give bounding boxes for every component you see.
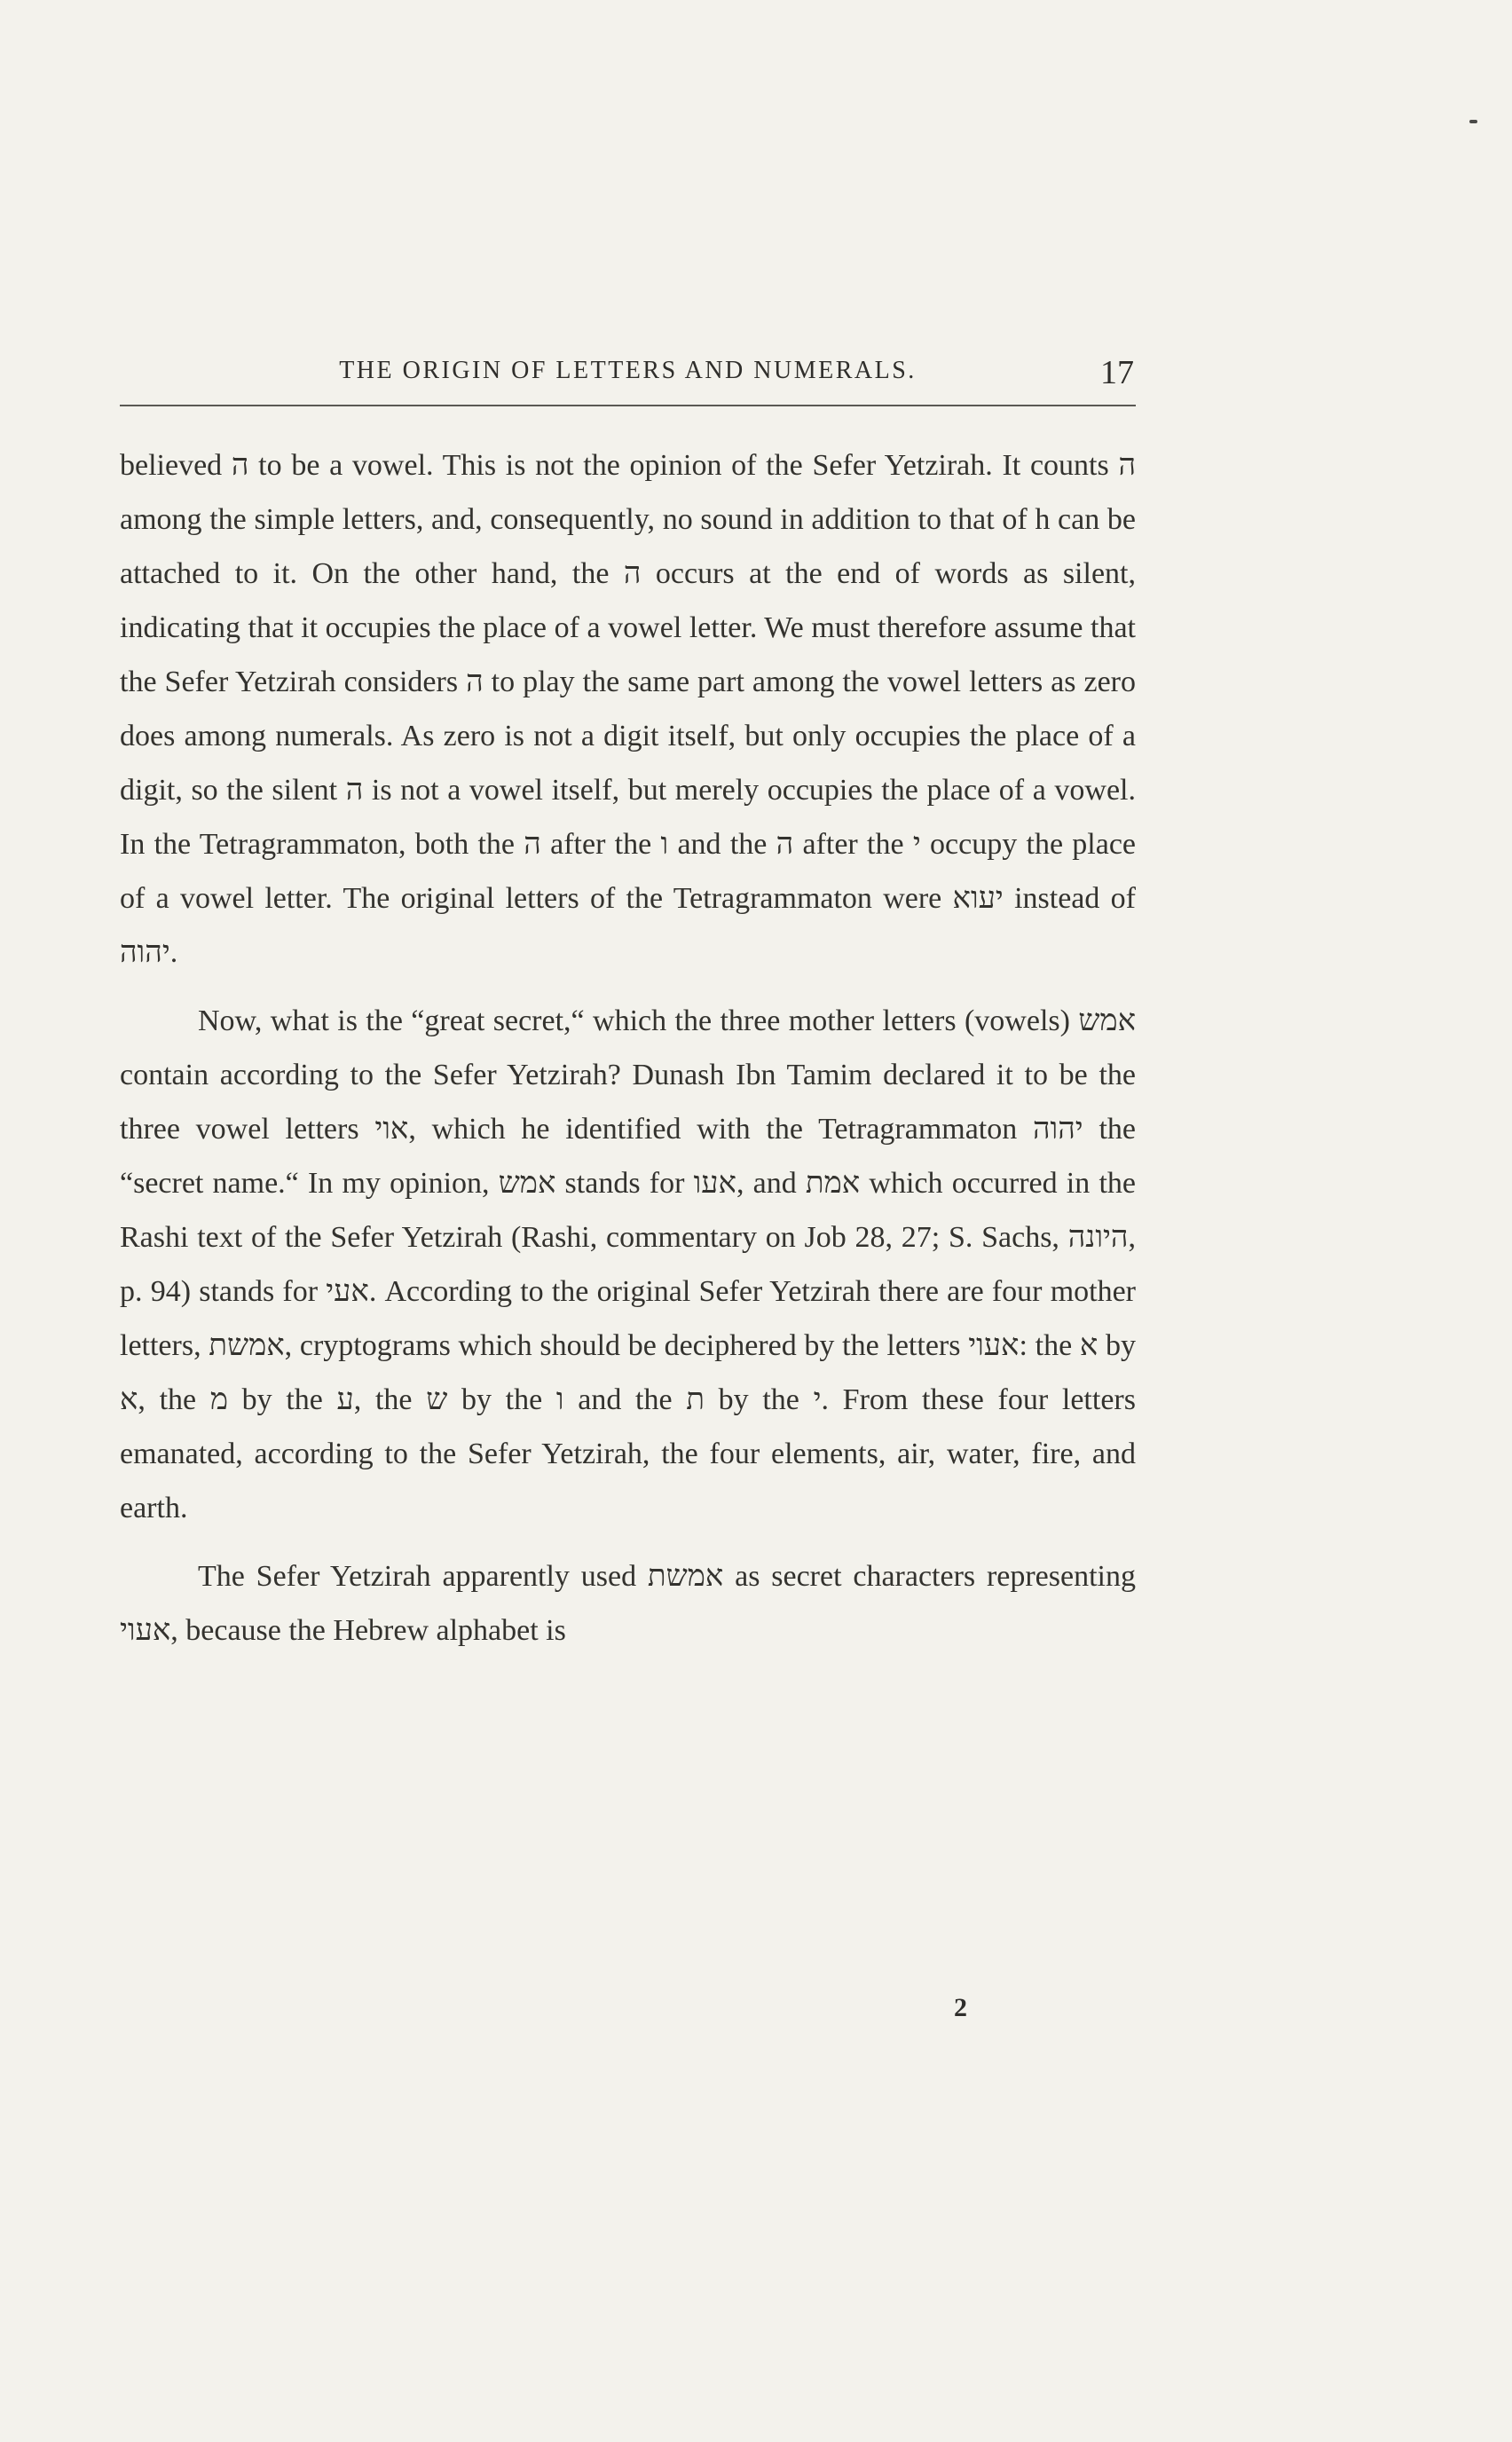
paragraph: The Sefer Yetzirah apparently used אמשת as secret characters representing אעוי, because the Hebrew alphabet is	[120, 1560, 1136, 1647]
body-text	[120, 438, 1136, 1658]
page-number: 17	[1100, 354, 1134, 391]
page-header	[120, 353, 1136, 410]
signature-mark: 2	[954, 1993, 967, 2022]
paragraph: Now, what is the “great secret,“ which the three mother letters (vowels) אמש contain according to the Sefer Yetzirah? Dunash Ibn Tamim declared it to be the three vowel letters אוי, which he identified with the Tetragrammaton יהוה the “secret name.“ In my opinion, אמש stands for אעו, and אמת which occurred in the Rashi text of the Sefer Yetzirah (Rashi, commentary on Job 28, 27; S. Sachs, היונה, p. 94) stands for אעי. According to the original Sefer Yetzirah there are four mother letters, אמשת, cryptograms which should be deciphered by the letters אעוי: the א by א, the מ by the ע, the ש by the ו and the ת by the י. From these four letters emanated, according to the Sefer Yetzirah, the four elements, air, water, fire, and earth.	[120, 1004, 1136, 1524]
ink-speck	[1469, 120, 1477, 123]
running-head: THE ORIGIN OF LETTERS AND NUMERALS.	[339, 357, 917, 384]
header-rule	[120, 405, 1136, 406]
paragraph-continued: believed ה to be a vowel. This is not the opinion of the Sefer Yetzirah. It counts ה among the simple letters, and, consequently, no sound in addition to that of h can be attached to it. On the other hand, the ה occurs at the end of words as silent, indicating that it occupies the place of a vowel letter. We must therefore assume that the Sefer Yetzirah considers ה to play the same part among the vowel letters as zero does among numerals. As zero is not a digit itself, but only occupies the place of a digit, so the silent ה is not a vowel itself, but merely occupies the place of a vowel. In the Tetragrammaton, both the ה after the ו and the ה after the י occupy the place of a vowel letter. The original letters of the Tetragrammaton were יעוא instead of יהוה.	[120, 449, 1137, 969]
